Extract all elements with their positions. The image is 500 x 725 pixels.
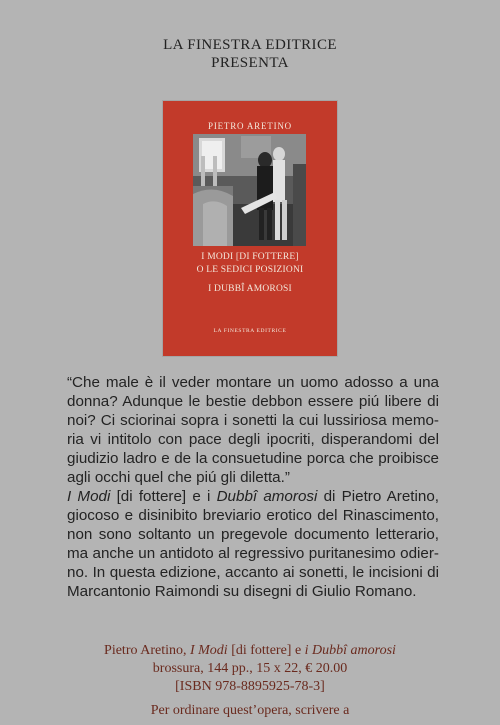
cover-title-line: O LE SEDICI POSIZIONI bbox=[196, 264, 304, 275]
quote-line: agli occhi quel che piú gli diletta.” bbox=[67, 469, 290, 486]
description-line: ma anche un antidoto al regressivo puritanesimo odier- bbox=[67, 545, 439, 562]
info-details: brossura, 144 pp., 15 x 22, € 20.00 bbox=[152, 661, 348, 676]
cover-title-line: I MODI [DI FOTTERE] bbox=[201, 252, 299, 262]
book-info bbox=[0, 642, 500, 720]
info-title-italic: i Dubbî amorosi bbox=[304, 643, 396, 658]
cover-title bbox=[163, 251, 337, 296]
header bbox=[0, 36, 500, 72]
title-italic: Dubbî amorosi bbox=[216, 488, 318, 505]
description-line: no. In questa edizione, accanto ai sonetti, le incisioni di bbox=[67, 564, 439, 581]
book-description bbox=[67, 373, 439, 601]
quote-line: noi? Ci sciorinai sopra i sonetti la cui lussiriosa memo- bbox=[67, 412, 439, 429]
description-text: di Pietro Aretino, bbox=[317, 488, 440, 505]
quote-line: donna? Adunque le bestie debbon essere piú libere di bbox=[67, 393, 439, 410]
publisher-heading: LA FINESTRA EDITRICE bbox=[163, 37, 337, 53]
info-title-line bbox=[0, 642, 500, 660]
book-cover bbox=[163, 101, 337, 356]
info-title-italic: I Modi bbox=[189, 643, 228, 658]
description-line: non sono soltanto un pregevole documento letterario, bbox=[67, 526, 439, 543]
description-line bbox=[67, 487, 439, 506]
info-text: [di fottere] e bbox=[227, 643, 305, 658]
cover-subtitle: I DUBBÎ AMOROSI bbox=[208, 284, 292, 294]
presents-heading: PRESENTA bbox=[211, 55, 289, 71]
quote-line: giudizio ladro e de la consuetudine porca che proibisce bbox=[67, 450, 439, 467]
quote-line: ria vi intitolo con pace degli ipocriti, disperandomi del bbox=[67, 431, 439, 448]
info-author: Pietro Aretino, bbox=[104, 643, 190, 658]
cover-illustration bbox=[193, 134, 306, 246]
quote-line: “Che male è il veder montare un uomo adosso a una bbox=[67, 374, 439, 391]
cover-photo bbox=[193, 134, 306, 246]
info-isbn: [ISBN 978-8895925-78-3] bbox=[175, 679, 325, 694]
cover-author: PIETRO ARETINO bbox=[208, 121, 292, 131]
description-line: giocoso e disinibito breviario erotico del Rinascimento, bbox=[67, 507, 439, 524]
order-line: Per ordinare quest’opera, scrivere a bbox=[150, 703, 350, 718]
description-text: [di fottere] e i bbox=[110, 488, 217, 505]
cover-publisher: LA FINESTRA EDITRICE bbox=[213, 328, 287, 334]
title-italic: I Modi bbox=[67, 488, 111, 505]
description-line: Marcantonio Raimondi su disegni di Giulio Romano. bbox=[67, 583, 417, 600]
